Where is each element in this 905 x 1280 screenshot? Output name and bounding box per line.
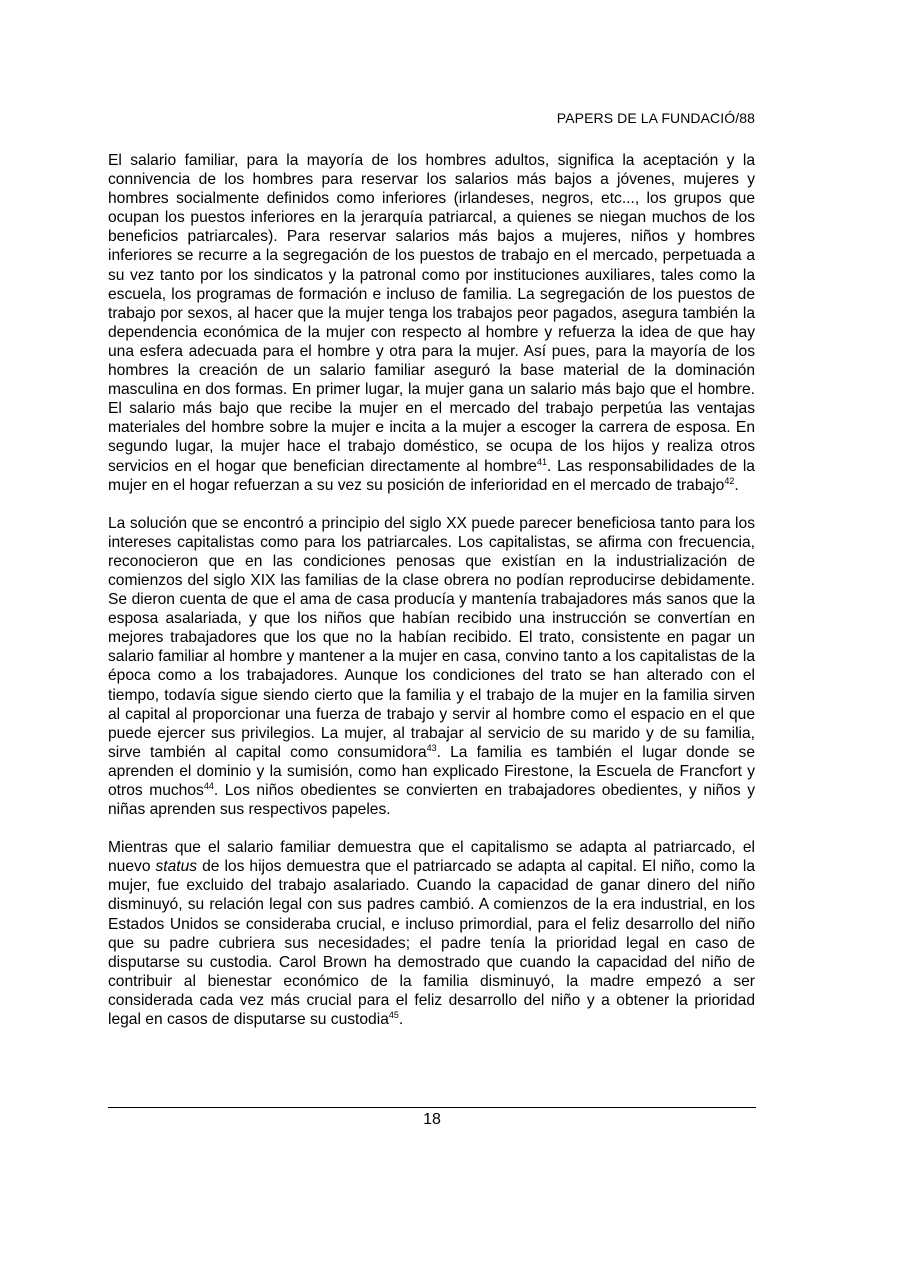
paragraph-text: . Los niños obedientes se convierten en trabajadores obedientes, y niños y niñas aprenden sus respectivos papeles. [108,782,755,819]
running-header: PAPERS DE LA FUNDACIÓ/88 [556,110,755,126]
footnote-ref-42[interactable]: 42 [724,475,735,486]
italic-term: status [155,858,198,876]
footnote-ref-43[interactable]: 43 [426,742,437,753]
page-number: 18 [423,1111,441,1128]
paragraph-text: La solución que se encontró a principio del siglo XX puede parecer beneficiosa tanto para los intereses capitalistas como para los patriarcales. Los capitalistas, se afirma con frecuencia, reconocieron que en las condiciones penosas que existían en la industrialización de comienzos del siglo XIX las familias de la clase obrera no podían reproducirse debidamente. Se dieron cuenta de que el ama de casa producía y mantenía trabajadores más sanos que la esposa asalariada, y que los niños que habían recibido una instrucción se convertían en mejores trabajadores que los que no la habían recibido. El trato, consistente en pagar un salario familiar al hombre y mantener a la mujer en casa, convino tanto a los capitalistas de la época como a los trabajadores. Aunque los condiciones del trato se han alterado con el tiempo, todavía sigue siendo cierto que la familia y el trabajo de la mujer en la familia sirven al capital al proporcionar una fuerza de trabajo y servir al hombre como el espacio en el que puede ejercer sus privilegios. La mujer, al trabajar al servicio de su marido y de su familia, sirve también al capital como consumidora [108,514,755,761]
footnote-ref-45[interactable]: 45 [388,1010,399,1021]
footnote-ref-44[interactable]: 44 [203,781,214,791]
paragraph-solucion-siglo-xx [108,514,755,820]
paragraph-salario-familiar [108,151,755,495]
paragraph-text: . La familia es también el lugar donde se aprenden el dominio y la sumisión, como han explicado Firestone, la Escuela de Francfort y otros muchos [108,743,755,799]
body-text [108,151,755,1048]
paragraph-text: Mientras que el salario familiar demuestra que el capitalismo se adapta al patriarcado, el nuevo [108,839,755,876]
footnote-ref-41[interactable]: 41 [536,456,547,467]
paragraph-end: . [734,476,739,494]
paragraph-text: de los hijos demuestra que el patriarcado se adapta al capital. El niño, como la mujer, fue excluido del trabajo asalariado. Cuando la capacidad de ganar dinero del niño disminuyó, su relación legal con sus padres cambió. A comienzos de la era industrial, en los Estados Unidos se consideraba crucial, e incluso primordial, para el feliz desarrollo del niño que su padre cubriera sus necesidades; el padre tenía la prioridad legal en caso de disputarse su custodia. Carol Brown ha demostrado que cuando la capacidad del niño de contribuir al bienestar económico de la familia disminuyó, la madre empezó a ser considerada cada vez más crucial para el feliz desarrollo del niño y a obtener la prioridad legal en casos de disputarse su custodia [108,858,755,1029]
paragraph-end: . [398,1011,404,1029]
footnote-separator-rule [108,1107,756,1108]
paragraph-text: . Las responsabilidades de la mujer en el hogar refuerzan a su vez su posición de inferioridad en el mercado de trabajo [108,457,755,494]
paragraph-text: El salario familiar, para la mayoría de los hombres adultos, significa la aceptación y la connivencia de los hombres para reservar los salarios más bajos a jóvenes, mujeres y hombres socialmente definidos como inferiores (irlandeses, negros, etc..., los grupos que ocupan los puestos inferiores en la jerarquía patriarcal, a quienes se niegan muchos de los beneficios patriarcales). Para reservar salarios más bajos a mujeres, niños y hombres inferiores se recurre a la segregación de los puestos de trabajo en el mercado, perpetuada a su vez tanto por los sindicatos y la patronal como por instituciones auxiliares, tales como la escuela, los programas de formación e incluso de familia. La segregación de los puestos de trabajo por sexos, al hacer que la mujer tenga los trabajos peor pagados, asegura también la dependencia económica de la mujer con respecto al hombre y refuerza la idea de que hay una esfera adecuada para el hombre y otra para la mujer. Así pues, para la mayoría de los hombres la creación de un salario familiar aseguró la base material de la dominación masculina en dos formas. En primer lugar, la mujer gana un salario más bajo que el hombre. El salario más bajo que recibe la mujer en el mercado del trabajo perpetúa las ventajas materiales del hombre sobre la mujer e incita a la mujer a escoger la carrera de esposa. En segundo lugar, la mujer hace el trabajo doméstico, se ocupa de los hijos y realiza otros servicios en el hogar que benefician directamente al hombre [108,152,755,475]
paragraph-status-hijos [108,838,755,1029]
